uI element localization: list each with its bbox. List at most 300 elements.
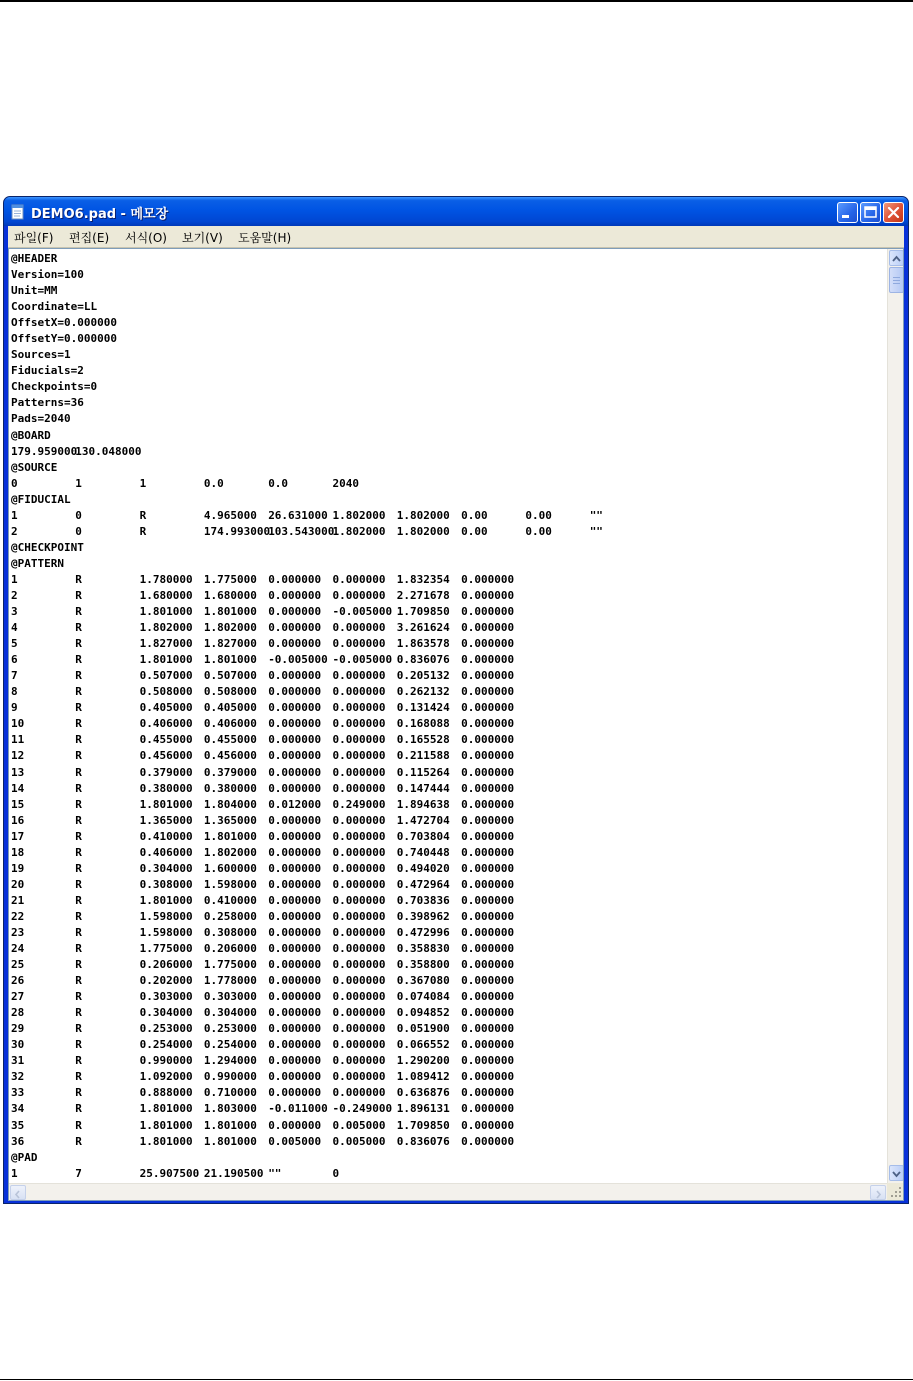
text-cell: 0.000000	[268, 893, 322, 907]
text-cell: 0.000000	[332, 893, 386, 907]
text-cell: 1.801000	[139, 893, 193, 907]
menu-file[interactable]: 파일(F)	[14, 231, 54, 245]
text-cell: 0.000000	[461, 925, 515, 939]
text-cell: 0.000000	[268, 1118, 322, 1132]
text-cell: 0.000000	[461, 877, 515, 891]
text-cell: 0.358830	[396, 942, 450, 956]
text-cell: 0.094852	[396, 1006, 450, 1020]
text-cell: 23	[11, 925, 25, 939]
text-cell: 0.000000	[332, 572, 386, 586]
text-cell: 0.000000	[332, 813, 386, 827]
text-cell: 0.202000	[139, 974, 193, 988]
text-cell: 0.410000	[139, 829, 193, 843]
text-line	[11, 765, 885, 781]
text-cell: R	[75, 861, 82, 875]
text-cell: 1.801000	[139, 1102, 193, 1116]
text-cell: 0.406000	[203, 717, 257, 731]
text-cell: 3.261624	[396, 621, 450, 635]
text-line	[11, 957, 885, 973]
text-cell: R	[75, 1022, 82, 1036]
text-line	[11, 251, 885, 267]
text-line	[11, 700, 885, 716]
text-cell: 0.000000	[461, 909, 515, 923]
resize-grip-icon	[887, 1183, 904, 1200]
text-line	[11, 652, 885, 668]
text-cell: 35	[11, 1118, 25, 1132]
text-cell: 0.000000	[461, 942, 515, 956]
text-cell: 0.000000	[461, 797, 515, 811]
menu-format[interactable]: 서식(O)	[125, 231, 167, 245]
text-line	[11, 941, 885, 957]
text-cell: 0.165528	[396, 733, 450, 747]
text-line	[11, 492, 885, 508]
text-cell: 16	[11, 813, 25, 827]
text-cell: R	[75, 1070, 82, 1084]
text-cell: 0.000000	[332, 909, 386, 923]
text-cell: 0.205132	[396, 669, 450, 683]
text-cell: 0.00	[525, 524, 552, 538]
text-cell: 24	[11, 942, 25, 956]
text-cell: R	[75, 813, 82, 827]
text-cell: 21	[11, 893, 25, 907]
text-cell: 0.005000	[268, 1134, 322, 1148]
text-cell: R	[75, 845, 82, 859]
text-cell: 0.262132	[396, 685, 450, 699]
text-cell: 2040	[332, 476, 359, 490]
text-cell: 0.000000	[332, 637, 386, 651]
text-line	[11, 1005, 885, 1021]
text-cell: 0.258000	[203, 909, 257, 923]
close-button[interactable]	[883, 202, 904, 223]
text-cell: 0.508000	[203, 685, 257, 699]
text-cell: 0.000000	[268, 637, 322, 651]
text-cell: 0.000000	[268, 845, 322, 859]
text-cell: 0.000000	[461, 588, 515, 602]
text-cell: 1.832354	[396, 572, 450, 586]
scroll-up-button[interactable]	[889, 250, 904, 266]
text-cell: 0.000000	[332, 621, 386, 635]
text-cell: 0.000000	[461, 605, 515, 619]
text-cell: 34	[11, 1102, 25, 1116]
text-cell: 0.000000	[268, 669, 322, 683]
text-cell: 1.801000	[139, 797, 193, 811]
text-cell: 1.827000	[203, 637, 257, 651]
chevron-right-icon	[871, 1188, 885, 1201]
text-cell: 0.249000	[332, 797, 386, 811]
text-cell: 0.710000	[203, 1086, 257, 1100]
text-line	[11, 1166, 885, 1181]
text-cell: 32	[11, 1070, 25, 1084]
text-cell: 0.000000	[461, 1070, 515, 1084]
text-cell: 0.000000	[268, 813, 322, 827]
text-cell: 0.000000	[461, 1102, 515, 1116]
text-cell: 0.000000	[332, 845, 386, 859]
text-cell: 0.303000	[139, 990, 193, 1004]
text-cell: 0.000000	[332, 733, 386, 747]
text-line	[11, 1101, 885, 1117]
text-line	[11, 781, 885, 797]
text-cell: 0.000000	[268, 1070, 322, 1084]
text-cell: 0.000000	[461, 1118, 515, 1132]
text-line	[11, 861, 885, 877]
text-cell: 0.000000	[332, 1054, 386, 1068]
text-line	[11, 636, 885, 652]
text-cell: 0.000000	[461, 893, 515, 907]
text-cell: 3	[11, 605, 18, 619]
text-cell: 0.455000	[203, 733, 257, 747]
text-cell: 0.410000	[203, 893, 257, 907]
text-cell: 0.206000	[139, 958, 193, 972]
text-cell: 0.308000	[139, 877, 193, 891]
vertical-scrollbar[interactable]	[887, 249, 904, 1183]
text-cell: 0.000000	[268, 942, 322, 956]
text-cell: 0.000000	[461, 1054, 515, 1068]
text-cell: 0.703836	[396, 893, 450, 907]
text-cell: 0.456000	[139, 749, 193, 763]
horizontal-scrollbar[interactable]	[9, 1183, 887, 1201]
text-cell: 0.455000	[139, 733, 193, 747]
text-cell: 1.680000	[203, 588, 257, 602]
text-cell: 0.636876	[396, 1086, 450, 1100]
text-cell: Sources=1	[11, 348, 71, 362]
text-cell: R	[75, 653, 82, 667]
text-line	[11, 508, 885, 524]
text-cell: 0.888000	[139, 1086, 193, 1100]
text-cell: 0.000000	[268, 1054, 322, 1068]
text-cell: 0.254000	[203, 1038, 257, 1052]
text-cell: 0.000000	[268, 572, 322, 586]
text-cell: 9	[11, 701, 18, 715]
text-cell: 0.206000	[203, 942, 257, 956]
text-cell: R	[75, 829, 82, 843]
text-cell: 0.000000	[461, 669, 515, 683]
text-cell: 0.507000	[203, 669, 257, 683]
menu-view[interactable]: 보기(V)	[182, 231, 223, 245]
text-cell: 174.993000	[203, 524, 271, 538]
scroll-left-button[interactable]	[10, 1185, 26, 1200]
text-cell: 0.740448	[396, 845, 450, 859]
text-line	[11, 893, 885, 909]
text-cell: 7	[11, 669, 18, 683]
text-line	[11, 973, 885, 989]
text-cell: 26.631000	[268, 508, 328, 522]
notepad-window	[3, 196, 909, 1204]
text-cell: 0.304000	[203, 1006, 257, 1020]
text-cell: R	[75, 877, 82, 891]
text-cell: 0.000000	[332, 717, 386, 731]
text-cell: 0.115264	[396, 765, 450, 779]
text-cell: R	[75, 669, 82, 683]
text-cell: 0.000000	[461, 749, 515, 763]
text-line	[11, 299, 885, 315]
text-cell: R	[75, 733, 82, 747]
text-cell: 0.000000	[461, 621, 515, 635]
text-line	[11, 283, 885, 299]
text-cell: R	[75, 621, 82, 635]
text-cell: @PATTERN	[11, 556, 64, 570]
text-cell: 0.005000	[332, 1134, 386, 1148]
text-cell: 0.000000	[461, 1006, 515, 1020]
text-cell: 8	[11, 685, 18, 699]
text-cell: 0.000000	[332, 1022, 386, 1036]
maximize-button[interactable]	[860, 202, 881, 223]
text-cell: 130.048000	[75, 444, 142, 458]
text-cell: Coordinate=LL	[11, 300, 98, 314]
text-cell: 0.074084	[396, 990, 450, 1004]
text-cell: 103.543000	[268, 524, 335, 538]
text-cell: R	[75, 1006, 82, 1020]
text-cell: 0.000000	[268, 621, 322, 635]
text-line	[11, 716, 885, 732]
text-cell: 0.000000	[332, 685, 386, 699]
text-cell: 12	[11, 749, 25, 763]
text-cell: ""	[268, 1166, 282, 1180]
page-bottom-rule	[0, 1379, 913, 1380]
text-cell: 0.405000	[203, 701, 257, 715]
text-cell: 31	[11, 1054, 25, 1068]
text-cell: R	[75, 797, 82, 811]
text-cell: 1.802000	[332, 508, 386, 522]
text-cell: 0.000000	[268, 1006, 322, 1020]
text-cell: -0.005000	[332, 653, 393, 667]
text-cell: R	[75, 749, 82, 763]
text-cell: 0.000000	[332, 588, 386, 602]
text-cell: -0.011000	[268, 1102, 328, 1116]
text-cell: 21.190500	[203, 1166, 264, 1180]
text-line	[11, 315, 885, 331]
text-cell: R	[75, 781, 82, 795]
text-cell: 1.089412	[396, 1070, 450, 1084]
text-cell: R	[75, 1038, 82, 1052]
text-cell: 1.780000	[139, 572, 193, 586]
text-line	[11, 620, 885, 636]
menu-help[interactable]: 도움말(H)	[238, 231, 292, 245]
text-cell: 0.000000	[461, 685, 515, 699]
chevron-left-icon	[11, 1188, 25, 1201]
text-cell: 0.000000	[461, 829, 515, 843]
text-cell: 2	[11, 588, 18, 602]
text-editor[interactable]	[8, 248, 904, 1201]
text-cell: 0.456000	[203, 749, 257, 763]
text-cell: 0.703804	[396, 829, 450, 843]
text-cell: 1.709850	[396, 1118, 450, 1132]
text-cell: 0.406000	[139, 845, 193, 859]
text-line	[11, 556, 885, 572]
text-cell: 0.000000	[461, 813, 515, 827]
text-cell: 1.365000	[203, 813, 257, 827]
text-cell: 0.066552	[396, 1038, 450, 1052]
text-cell: 0.005000	[332, 1118, 386, 1132]
text-cell: 0.000000	[268, 1086, 322, 1100]
text-cell: 0.000000	[268, 685, 322, 699]
text-line	[11, 668, 885, 684]
text-line	[11, 1069, 885, 1085]
text-cell: R	[75, 1054, 82, 1068]
text-cell: 13	[11, 765, 25, 779]
text-cell: 0.000000	[268, 877, 322, 891]
text-line	[11, 604, 885, 620]
text-cell: R	[75, 1134, 82, 1148]
text-line	[11, 460, 885, 476]
text-line	[11, 588, 885, 604]
text-cell: 36	[11, 1134, 25, 1148]
text-cell: 0.131424	[396, 701, 450, 715]
text-cell: 1.802000	[203, 621, 257, 635]
text-cell: 27	[11, 990, 25, 1004]
text-line	[11, 395, 885, 411]
text-cell: R	[75, 974, 82, 988]
text-cell: Patterns=36	[11, 396, 84, 410]
text-cell: 0.494020	[396, 861, 450, 875]
text-cell: 1	[75, 476, 82, 490]
text-cell: 17	[11, 829, 25, 843]
text-cell: 1.801000	[203, 653, 257, 667]
text-cell: 19	[11, 861, 25, 875]
text-line	[11, 813, 885, 829]
text-cell: 0.000000	[332, 861, 386, 875]
text-cell: 1.598000	[203, 877, 257, 891]
text-cell: 0.000000	[268, 909, 322, 923]
text-cell: 1.802000	[203, 845, 257, 859]
text-cell: R	[75, 1102, 82, 1116]
text-cell: @BOARD	[11, 428, 51, 442]
text-cell: 0.000000	[332, 925, 386, 939]
text-line	[11, 1053, 885, 1069]
text-cell: -0.005000	[268, 653, 328, 667]
text-cell: Version=100	[11, 268, 84, 282]
text-cell: 1	[11, 508, 18, 522]
text-line	[11, 829, 885, 845]
text-cell: 0.000000	[332, 942, 386, 956]
text-cell: 0.000000	[268, 974, 322, 988]
text-cell: -0.005000	[332, 605, 393, 619]
text-cell: 1.598000	[139, 925, 193, 939]
text-cell: 0.358800	[396, 958, 450, 972]
text-cell: 0.379000	[139, 765, 193, 779]
text-cell: 0.308000	[203, 925, 257, 939]
text-cell: R	[75, 1118, 82, 1132]
text-cell: 25.907500	[139, 1166, 200, 1180]
text-line	[11, 540, 885, 556]
text-cell: R	[75, 1086, 82, 1100]
text-cell: 0.253000	[203, 1022, 257, 1036]
text-line	[11, 379, 885, 395]
text-cell: 0.367080	[396, 974, 450, 988]
text-cell: R	[139, 524, 147, 538]
text-line	[11, 524, 885, 540]
text-cell: 22	[11, 909, 25, 923]
text-line	[11, 444, 885, 460]
text-cell: @FIDUCIAL	[11, 492, 71, 506]
chevron-up-icon	[890, 252, 903, 266]
text-cell: 0	[332, 1166, 340, 1180]
text-cell: @PAD	[11, 1150, 38, 1164]
text-cell: 0.836076	[396, 653, 450, 667]
text-cell: 0.508000	[139, 685, 193, 699]
text-cell: Fiducials=2	[11, 364, 84, 378]
text-line	[11, 909, 885, 925]
text-cell: 0.000000	[461, 701, 515, 715]
page-top-rule	[0, 0, 913, 2]
editor-text-area[interactable]	[11, 251, 885, 1181]
text-cell: 0.000000	[461, 861, 515, 875]
text-cell: 1.801000	[203, 829, 257, 843]
text-cell: 0.472964	[396, 877, 450, 891]
text-cell: 0.000000	[332, 765, 386, 779]
text-cell: 0.990000	[203, 1070, 257, 1084]
text-cell: 0.472996	[396, 925, 450, 939]
text-cell: ""	[589, 524, 603, 538]
text-cell: R	[75, 893, 82, 907]
text-cell: 1.801000	[203, 605, 257, 619]
text-cell: 0.000000	[461, 781, 515, 795]
scroll-down-button[interactable]	[889, 1165, 904, 1181]
text-cell: 1.709850	[396, 605, 450, 619]
text-cell: 0.000000	[461, 990, 515, 1004]
window-client-area	[8, 226, 904, 1201]
minimize-icon	[838, 203, 857, 222]
text-line	[11, 572, 885, 588]
text-cell: 0.000000	[268, 861, 322, 875]
text-line	[11, 748, 885, 764]
text-cell: 1.802000	[396, 524, 450, 538]
text-cell: 0.380000	[203, 781, 257, 795]
text-cell: 0	[11, 476, 18, 490]
text-cell: 1.600000	[203, 861, 257, 875]
text-cell: 1	[139, 476, 147, 490]
text-line	[11, 732, 885, 748]
text-cell: R	[75, 605, 82, 619]
text-line	[11, 1150, 885, 1166]
text-cell: 29	[11, 1022, 25, 1036]
text-cell: Unit=MM	[11, 284, 58, 298]
vertical-scroll-thumb[interactable]	[889, 267, 904, 293]
text-cell: 0.380000	[139, 781, 193, 795]
text-cell: 0.405000	[139, 701, 193, 715]
text-cell: 1.775000	[203, 572, 257, 586]
resize-grip[interactable]	[887, 1183, 904, 1200]
text-cell: 0.000000	[461, 1134, 515, 1148]
text-line	[11, 1037, 885, 1053]
text-cell: 26	[11, 974, 25, 988]
text-cell: OffsetY=0.000000	[11, 332, 117, 346]
text-cell: 0.990000	[139, 1054, 193, 1068]
chevron-down-icon	[890, 1167, 903, 1181]
text-cell: 0.0	[203, 476, 224, 490]
text-cell: 1.472704	[396, 813, 450, 827]
text-cell: 0.304000	[139, 861, 193, 875]
text-cell: 0.000000	[268, 829, 322, 843]
title-bar[interactable]	[4, 197, 908, 226]
text-cell: 0.0	[268, 476, 289, 490]
scroll-right-button[interactable]	[870, 1185, 886, 1200]
text-cell: Pads=2040	[11, 412, 71, 426]
text-cell: 0.000000	[332, 781, 386, 795]
minimize-button[interactable]	[837, 202, 858, 223]
text-cell: 0.000000	[268, 1022, 322, 1036]
text-cell: 7	[75, 1166, 82, 1180]
text-cell: R	[75, 637, 82, 651]
text-cell: R	[75, 717, 82, 731]
maximize-icon	[861, 203, 880, 222]
text-cell: 0.406000	[139, 717, 193, 731]
text-cell: @SOURCE	[11, 460, 58, 474]
text-cell: 18	[11, 845, 25, 859]
text-cell: 1.365000	[139, 813, 193, 827]
text-cell: 0.000000	[461, 637, 515, 651]
text-cell: 0.000000	[268, 781, 322, 795]
menu-edit[interactable]: 편집(E)	[69, 231, 110, 245]
